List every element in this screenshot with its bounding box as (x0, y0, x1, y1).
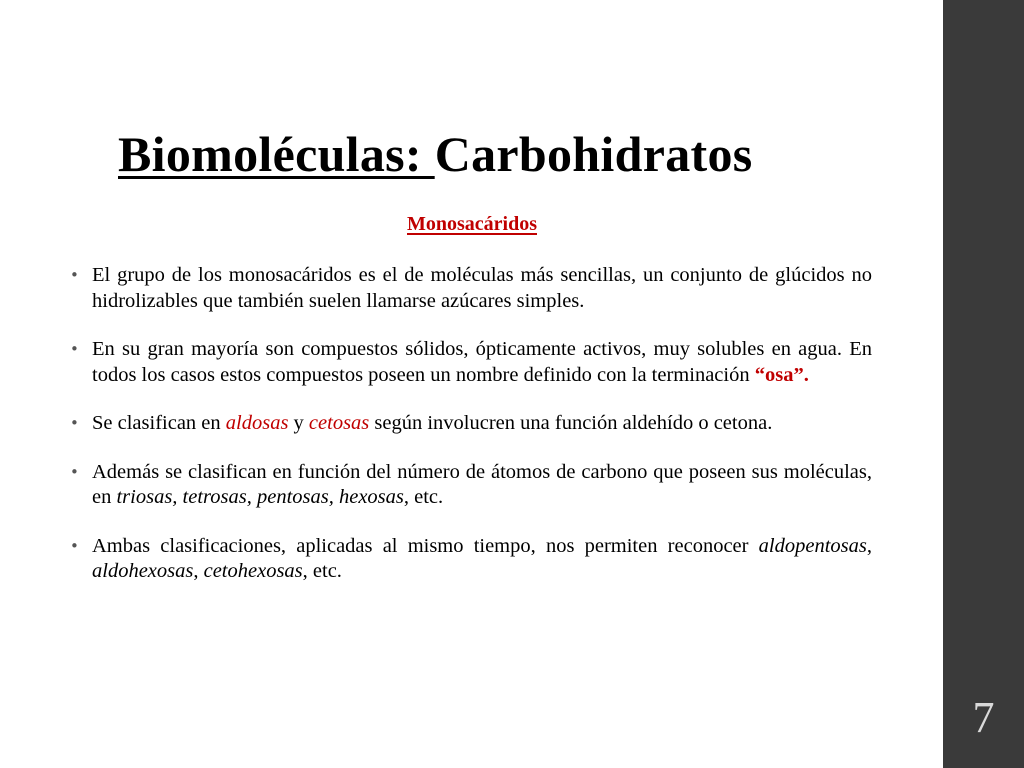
bullet-text: , etc. (403, 486, 444, 508)
term-aldopentosas: aldopentosas (758, 534, 867, 557)
title-underlined-part: Biomoléculas: (118, 126, 435, 182)
bullet-dot-icon: • (70, 340, 79, 358)
term-cetosas: cetosas (308, 412, 370, 434)
bullet-dot-icon: • (70, 414, 79, 432)
term-aldohexosas: aldohexosas (92, 560, 194, 582)
bullet-item (70, 534, 872, 585)
sidebar-bar (943, 0, 1024, 768)
bullet-text: según involucren una función aldehído o cetona. (369, 412, 773, 434)
bullet-list (70, 263, 872, 608)
term-cetohexosas: cetohexosas (203, 560, 303, 582)
bullet-dot-icon: • (70, 536, 79, 555)
bullet-text: El grupo de los monosacáridos es el de moléculas más sencillas, un conjunto de glúcidos no hidrolizables que también suelen llamarse azúcares simples. (92, 264, 872, 312)
term-aldosas: aldosas (225, 412, 289, 434)
bullet-item (70, 337, 872, 388)
page-number: 7 (972, 693, 995, 742)
bullet-item (70, 263, 872, 314)
bullet-item (70, 411, 872, 437)
bullet-italic: triosas, tetrosas, pentosas, hexosas (116, 486, 404, 508)
bullet-item (70, 460, 872, 511)
bullet-text: En su gran mayoría son compuestos sólidos, ópticamente activos, muy solubles en agua. En todos los casos estos compuestos poseen un nombre definido con la terminación (92, 338, 872, 386)
bullet-text: , etc. (302, 560, 342, 582)
bullet-text: y (288, 412, 309, 434)
separator: , (866, 534, 872, 557)
separator: , (193, 560, 204, 582)
bullet-emphasis: “osa”. (754, 363, 809, 386)
bullet-text: Se clasifican en (92, 412, 226, 434)
slide-title (118, 124, 753, 184)
bullet-text: Ambas clasificaciones, aplicadas al mismo tiempo, nos permiten reconocer (92, 534, 759, 557)
bullet-dot-icon: • (70, 266, 79, 284)
bullet-dot-icon: • (70, 462, 79, 481)
bullet-text: Además se clasifican en función del número de átomos de carbono que poseen sus moléculas, en (92, 460, 872, 508)
title-rest: Carbohidratos (434, 126, 753, 182)
slide-subtitle: Monosacáridos (407, 213, 537, 235)
